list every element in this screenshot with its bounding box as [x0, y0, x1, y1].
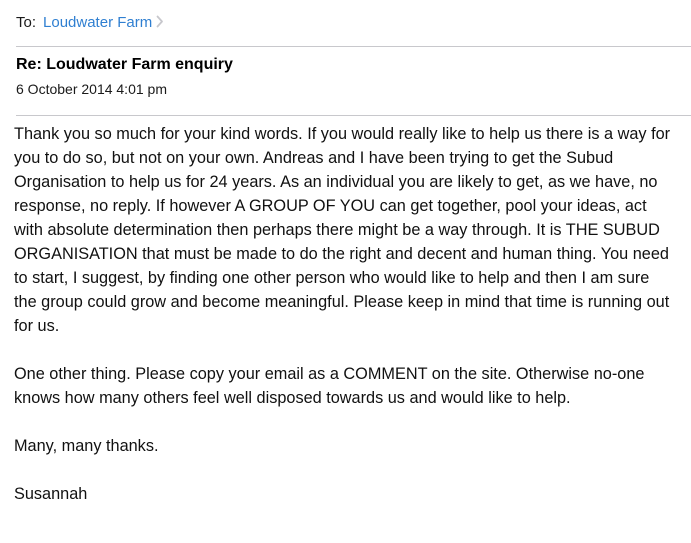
email-subject: Re: Loudwater Farm enquiry — [16, 56, 233, 73]
to-label: To: — [16, 13, 37, 31]
body-divider — [16, 115, 691, 116]
body-paragraph: Thank you so much for your kind words. If you would really like to help us there is a way for you to do so, but not on your own. Andreas and I have been trying to get the Subud Organisation to help us for 24 years. As an individual you are likely to get, as we have, no response, no reply. If however A GROUP OF YOU can get together, pool your ideas, act with absolute determination then perhaps there might be a way through. It is THE SUBUD ORGANISATION that must be made to do the right and decent and human thing. You need to start, I suggest, by finding one other person who would like to help and then I am sure the group could grow and become meaningful. Please keep in mind that time is running out for us. — [14, 125, 671, 335]
recipient-link[interactable]: Loudwater Farm — [43, 13, 153, 31]
to-row — [16, 11, 164, 33]
chevron-right-icon[interactable] — [156, 15, 164, 32]
closing-line: Many, many thanks. — [14, 437, 159, 455]
email-body — [14, 122, 674, 530]
email-date: 6 October 2014 4:01 pm — [16, 81, 167, 97]
body-paragraph: One other thing. Please copy your email as a COMMENT on the site. Otherwise no-one knows how many others feel well disposed towards us and would like to help. — [14, 365, 645, 407]
signature: Susannah — [14, 485, 88, 503]
header-divider — [16, 46, 691, 47]
